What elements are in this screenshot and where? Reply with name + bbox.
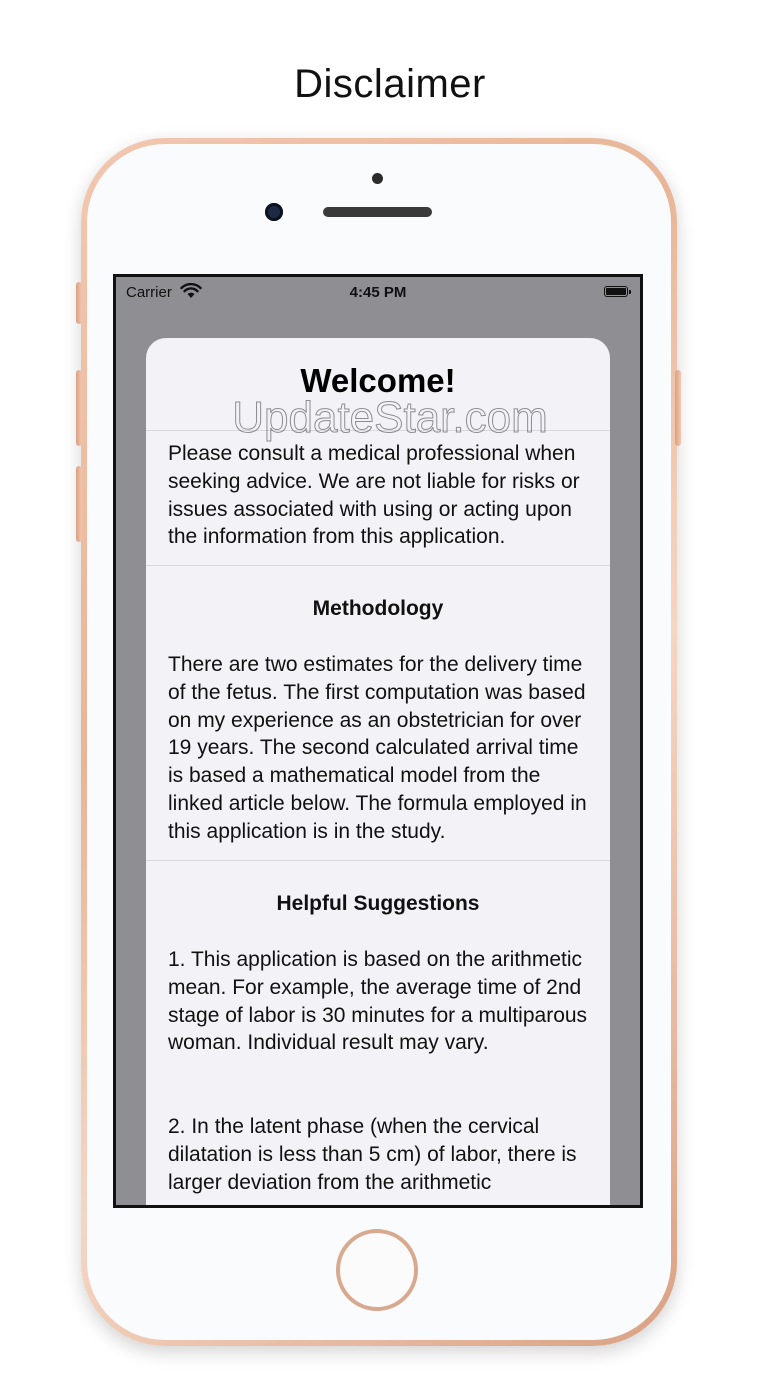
front-camera-icon [265, 203, 283, 221]
methodology-divider [146, 860, 610, 861]
phone-screen [113, 274, 643, 1208]
volume-down-button [76, 466, 82, 542]
suggestions-heading: Helpful Suggestions [276, 892, 480, 915]
methodology-heading: Methodology [312, 597, 444, 620]
title-divider [146, 430, 610, 431]
proximity-sensor [372, 173, 383, 184]
modal-title: Welcome! [300, 362, 456, 399]
disclaimer-divider [146, 565, 610, 566]
status-bar [116, 277, 640, 307]
volume-up-button [76, 370, 82, 446]
carrier-label: Carrier [126, 284, 172, 301]
welcome-modal[interactable] [146, 338, 610, 1208]
disclaimer-text: Please consult a medical professional when seeking advice. We are not liable for risks or issues associated with using or acting upon the information from this application. [168, 442, 580, 549]
status-time: 4:45 PM [349, 284, 407, 301]
methodology-text: There are two estimates for the delivery time of the fetus. The first computation was based on my experience as an obstetrician for over 19 years. The second calculated arrival time is based a mathematical model from the linked article below. The formula employed in this application is in the study. [168, 653, 587, 843]
suggestion-item-2: 2. In the latent phase (when the cervical dilatation is less than 5 cm) of labor, there is larger deviation from the arithmetic [168, 1115, 577, 1194]
battery-icon [604, 286, 628, 297]
suggestion-item-1: 1. This application is based on the arithmetic mean. For example, the average time of 2nd stage of labor is 30 minutes for a multiparous woman. Individual result may vary. [168, 948, 588, 1055]
home-button[interactable] [336, 1229, 418, 1311]
mute-switch [76, 282, 82, 324]
earpiece-speaker [323, 207, 432, 217]
page-headline: Disclaimer [294, 62, 486, 106]
power-button [675, 370, 681, 446]
